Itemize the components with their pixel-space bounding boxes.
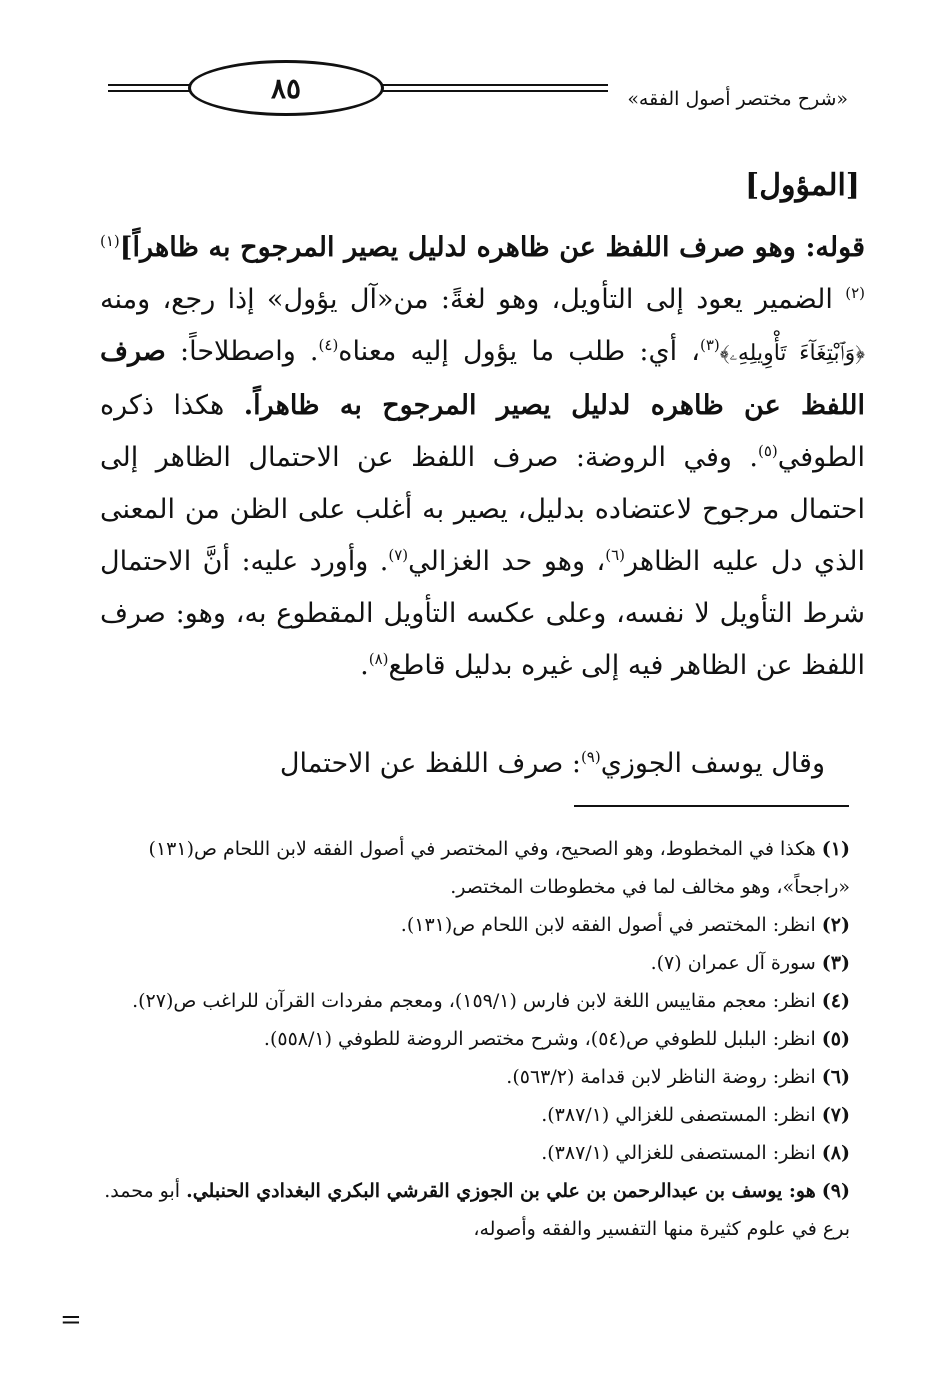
footnote-4 [100,982,850,1020]
page-number: ٨٥ [188,60,384,116]
footnote-text: انظر: المختصر في أصول الفقه لابن اللحام ص(١٣١). [400,914,816,936]
footnote-ref: (٩) [580,748,601,766]
footnote-1 [100,830,850,906]
footnote-5 [100,1020,850,1058]
footnote-text: أبو محمد. برع في علوم كثيرة منها التفسير والفقه وأصوله، [104,1180,850,1240]
footnote-7 [100,1096,850,1134]
page-header [108,58,848,118]
running-title: «شرح مختصر أصول الفقه» [627,88,848,110]
footnote-text: انظر: البلبل للطوفي ص(٥٤)، وشرح مختصر الروضة للطوفي (٥٥٨/١). [263,1028,816,1050]
footnotes [100,830,850,1248]
footnote-text: سورة آل عمران (٧). [650,952,816,974]
text-run: . وأورد عليه: أنَّ الاحتمال شرط التأويل لا نفسه، وعلى عكسه التأويل المقطوع به، وهو: صرف اللفظ عن الظاهر فيه إلى غيره بدليل قاطع [100,546,865,681]
footnote-number: (٢) [821,914,850,936]
footnote-ref: (٣) [700,336,720,354]
footnote-text: انظر: معجم مقاييس اللغة لابن فارس (١٥٩/١)، ومعجم مفردات القرآن للراغب ص(٢٧). [132,990,816,1012]
footnote-ref: (٧) [388,546,409,564]
quote-bold: قوله: وهو صرف اللفظ عن ظاهره لدليل يصير المرجوح به ظاهراً] [119,232,865,263]
footnote-number: (٤) [821,990,850,1012]
text-run: وقال يوسف الجوزي [600,748,825,779]
text-run: ، أي: طلب ما يؤول إليه معناه [338,336,700,367]
footnote-ref: (١)(٢) [100,232,865,302]
text-run: الضمير يعود إلى التأويل، وهو لغةً: من«آل يؤول» إذا رجع، ومنه [100,284,846,315]
paragraph-1 [100,222,865,692]
quran-verse: ﴿وَٱبْتِغَآءَ تَأْوِيلِهِۦ﴾ [719,341,865,366]
footnote-number: (٨) [821,1142,850,1164]
footnote-bold-text: هو: يوسف بن عبدالرحمن بن علي بن الجوزي القرشي البكري البغدادي الحنبلي. [186,1180,816,1202]
definition-bold: صرف اللفظ عن ظاهره لدليل يصير المرجوح به ظاهراً. [100,336,865,421]
footnote-ref: (٦) [605,546,626,564]
text-run: . واصطلاحاً: [165,336,319,367]
footnote-6 [100,1058,850,1096]
footnote-number: (٦) [821,1066,850,1088]
footnote-8 [100,1134,850,1172]
section-title: [المؤول] [745,168,860,203]
footnote-ref: (٨) [368,650,389,668]
text-run: هكذا ذكره الطوفي [100,390,865,473]
footnote-text: انظر: روضة الناظر لابن قدامة (٥٦٣/٢). [506,1066,816,1088]
footnote-2 [100,906,850,944]
footnote-number: (٧) [821,1104,850,1126]
footnote-9 [100,1172,850,1248]
footnote-ref: (٤) [318,336,339,354]
footnote-number: (٩) [821,1180,850,1202]
paragraph-2 [100,738,865,790]
footnote-text: انظر: المستصفى للغزالي (٣٨٧/١). [541,1142,816,1164]
footnote-number: (١) [821,838,850,860]
footnote-ref: (٥) [757,442,778,460]
text-run: ، وهو حد الغزالي [408,546,606,577]
text-run: . وفي الروضة: صرف اللفظ عن الاحتمال الظاهر إلى احتمال مرجوح لاعتضاده بدليل، يصير به أغلب على الظن من المعنى الذي دل عليه الظاهر [100,442,865,577]
text-run: : صرف اللفظ عن الاحتمال [279,748,581,779]
footnote-3 [100,944,850,982]
footnote-number: (٣) [821,952,850,974]
footnote-divider [574,805,849,807]
footnote-number: (٥) [821,1028,850,1050]
text-run: . [360,650,369,681]
footnote-text: انظر: المستصفى للغزالي (٣٨٧/١). [541,1104,816,1126]
continuation-mark: = [60,1305,82,1335]
footnote-text: هكذا في المخطوط، وهو الصحيح، وفي المختصر في أصول الفقه لابن اللحام ص(١٣١) «راجحاً»، وهو مخالف لما في مخطوطات المختصر. [148,838,850,898]
